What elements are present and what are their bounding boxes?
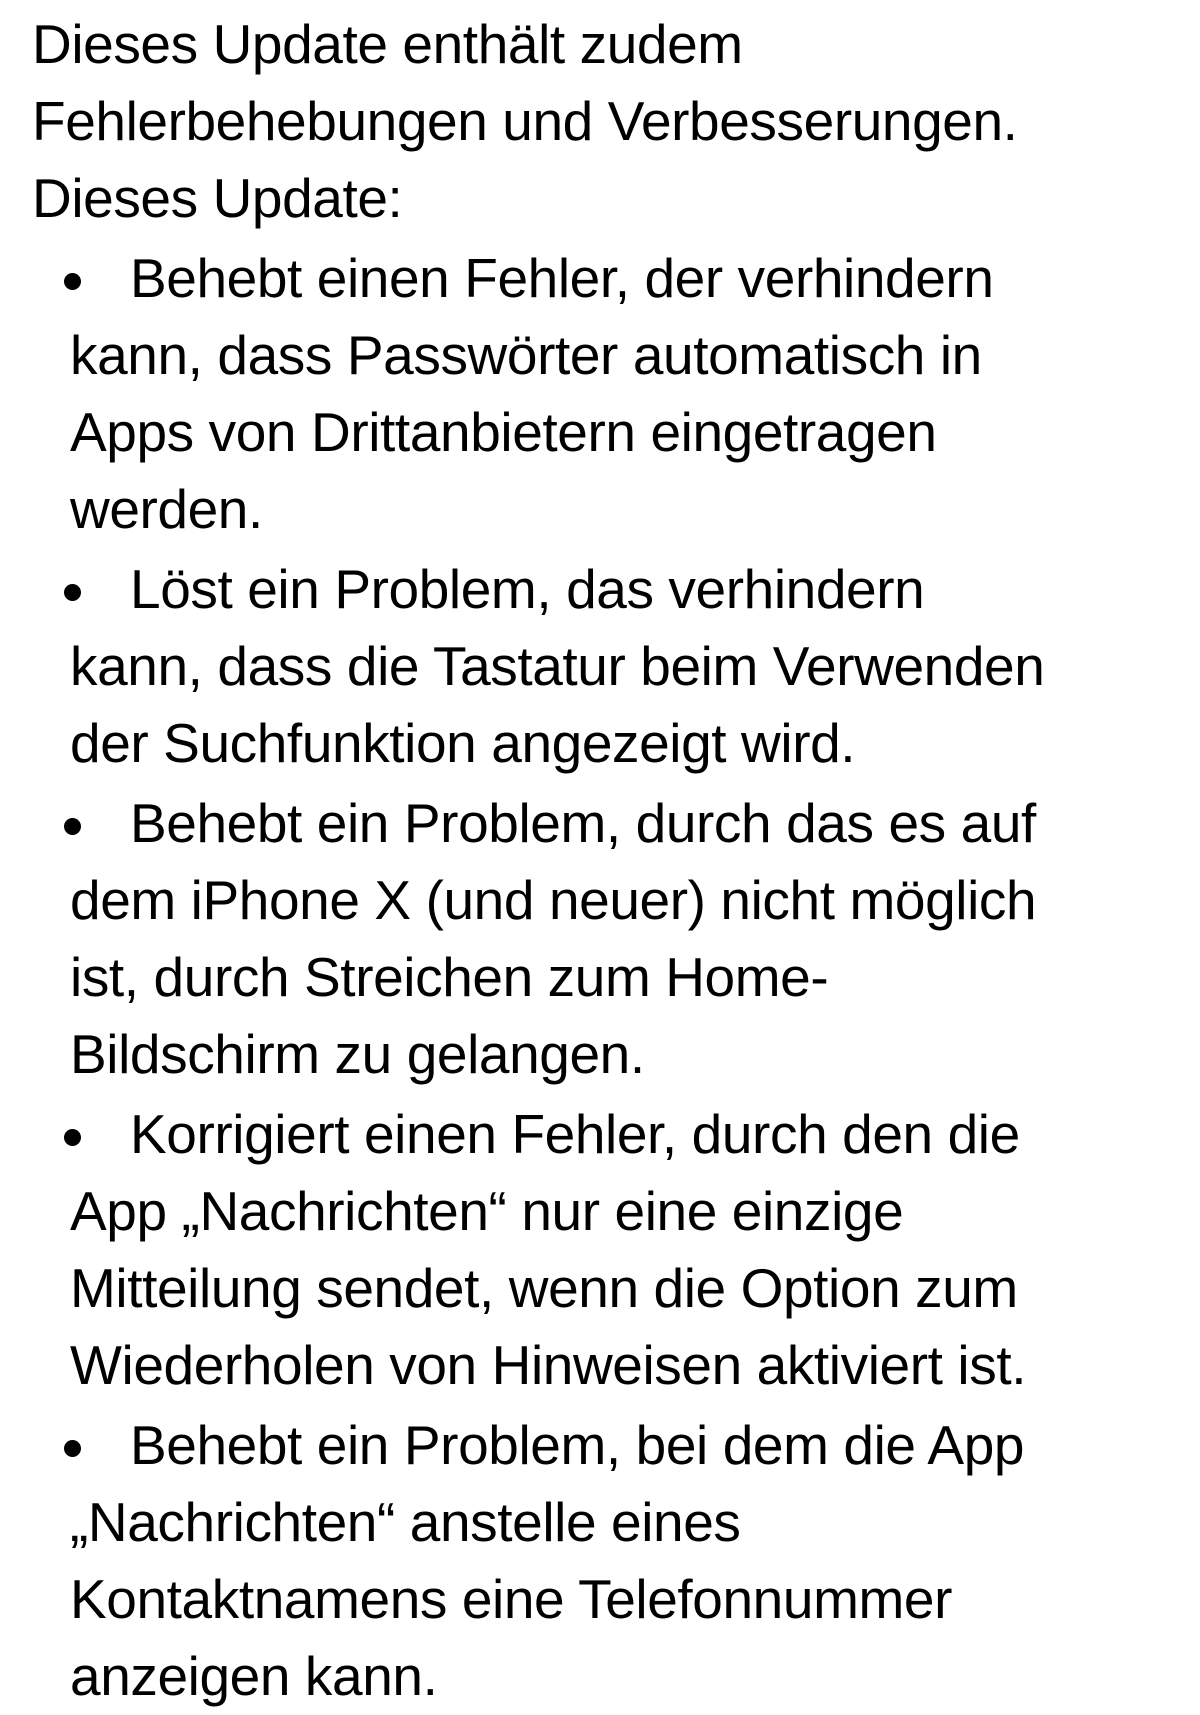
intro-line: Fehlerbehebungen und Verbesserungen. bbox=[32, 90, 1018, 152]
list-item-line: Löst ein Problem, das verhindern bbox=[130, 558, 925, 620]
list-item-line: Kontaktnamens eine Telefonnummer bbox=[70, 1568, 952, 1630]
bullet-icon bbox=[64, 818, 81, 835]
release-notes bbox=[32, 6, 1192, 1715]
intro-line: Dieses Update enthält zudem bbox=[32, 13, 743, 75]
list-item-line: der Suchfunktion angezeigt wird. bbox=[70, 712, 856, 774]
list-item-line: Mitteilung sendet, wenn die Option zum bbox=[70, 1257, 1018, 1319]
intro-text bbox=[32, 6, 1192, 237]
list-item-line: Bildschirm zu gelangen. bbox=[70, 1023, 645, 1085]
bullet-icon bbox=[64, 584, 81, 601]
list-item bbox=[32, 240, 1192, 548]
list-item bbox=[32, 1407, 1192, 1715]
list-item-line: Wiederholen von Hinweisen aktiviert ist. bbox=[70, 1334, 1027, 1396]
bullet-icon bbox=[64, 1440, 81, 1457]
list-item-line: ist, durch Streichen zum Home- bbox=[70, 946, 829, 1008]
list-item-line: Apps von Drittanbietern eingetragen bbox=[70, 401, 937, 463]
bullet-icon bbox=[64, 273, 81, 290]
list-item-line: Behebt ein Problem, durch das es auf bbox=[130, 792, 1036, 854]
list-item-line: Behebt einen Fehler, der verhindern bbox=[130, 247, 994, 309]
list-item-line: App „Nachrichten“ nur eine einzige bbox=[70, 1180, 904, 1242]
list-item-line: Korrigiert einen Fehler, durch den die bbox=[130, 1103, 1020, 1165]
list-item-line: anzeigen kann. bbox=[70, 1645, 438, 1707]
list-item bbox=[32, 785, 1192, 1093]
list-item bbox=[32, 551, 1192, 782]
bullet-icon bbox=[64, 1129, 81, 1146]
list-item-line: kann, dass Passwörter automatisch in bbox=[70, 324, 982, 386]
list-item-line: kann, dass die Tastatur beim Verwenden bbox=[70, 635, 1045, 697]
intro-line: Dieses Update: bbox=[32, 167, 403, 229]
list-item bbox=[32, 1096, 1192, 1404]
list-item-line: Behebt ein Problem, bei dem die App bbox=[130, 1414, 1025, 1476]
list-item-line: werden. bbox=[70, 478, 263, 540]
list-item-line: „Nachrichten“ anstelle eines bbox=[70, 1491, 741, 1553]
changes-list bbox=[32, 240, 1192, 1715]
list-item-line: dem iPhone X (und neuer) nicht möglich bbox=[70, 869, 1037, 931]
